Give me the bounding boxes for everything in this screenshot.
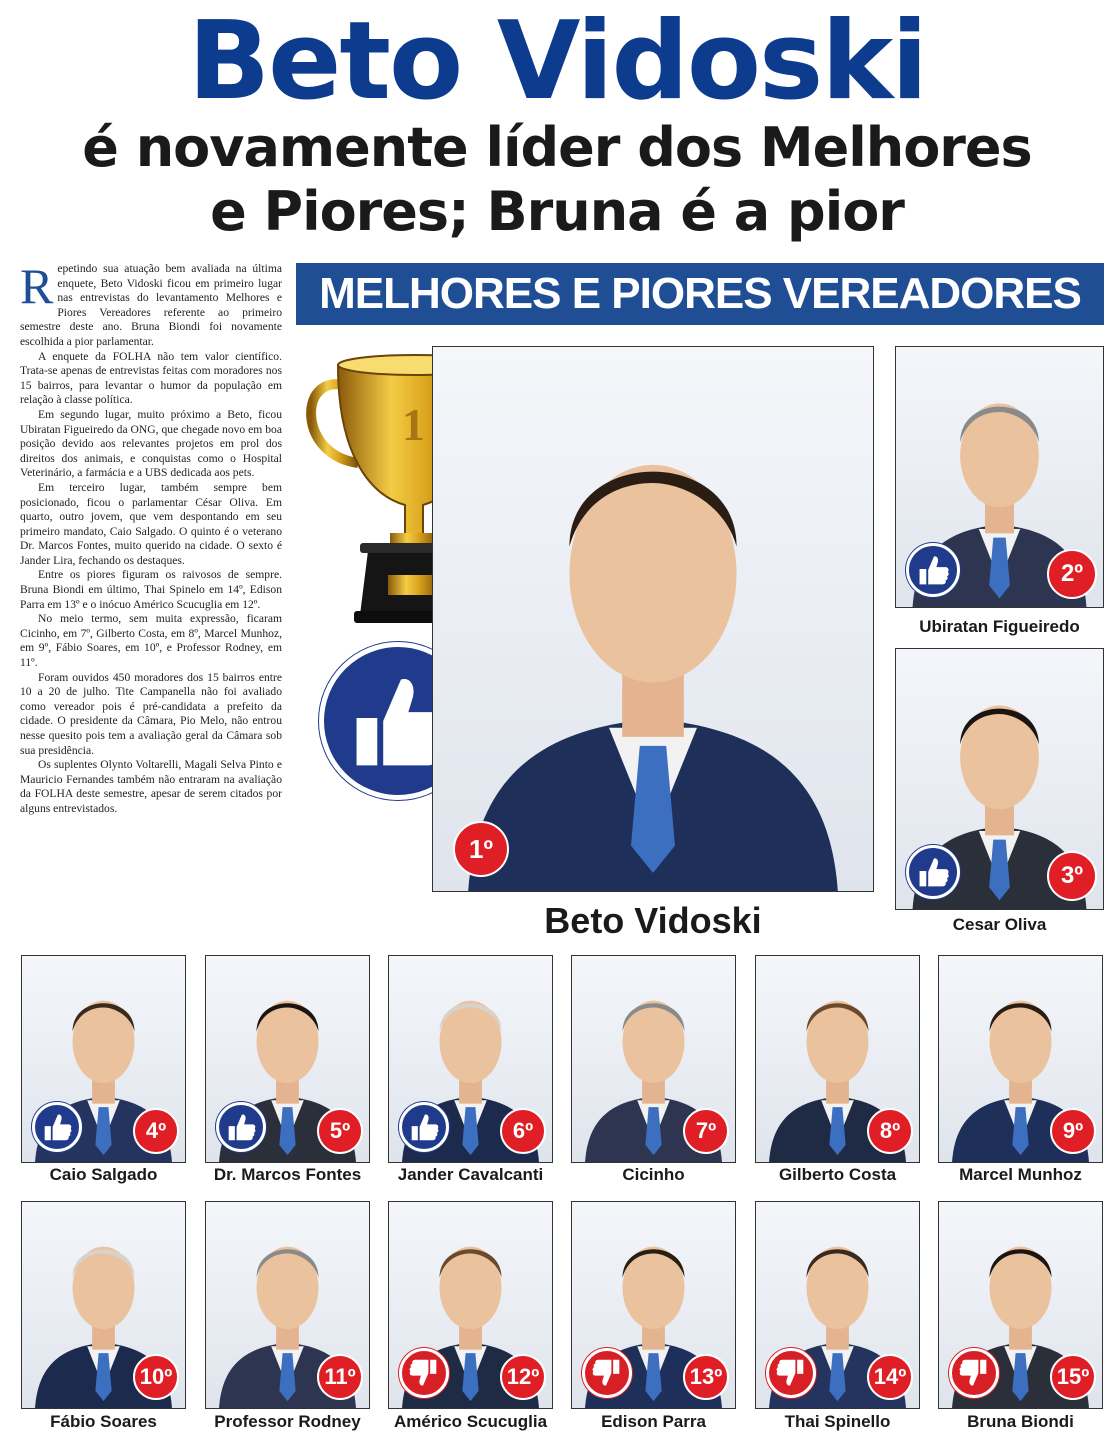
rank-badge: 13º <box>683 1354 729 1400</box>
thumbs-up-icon <box>216 1102 266 1152</box>
thumbs-down-icon <box>399 1348 449 1398</box>
candidate-photo <box>571 1201 736 1409</box>
thumbs-down-icon <box>949 1348 999 1398</box>
candidate-name: Américo Scucuglia <box>393 1412 548 1431</box>
article-paragraph: No meio termo, sem muita expressão, ficaram Cicinho, em 7º, Gilberto Costa, em 8º, Marcel Munhoz, em 9º, Fábio Soares, em 10º, e Professor Rodney, em 11º. <box>20 612 282 670</box>
trophy-number: 1 <box>402 399 425 450</box>
headline-title: Beto Vidoski <box>187 0 927 124</box>
rank-badge: 6º <box>500 1108 546 1154</box>
candidate-name: Professor Rodney <box>214 1412 361 1431</box>
thumbs-up-icon <box>399 1102 449 1152</box>
candidate-name: Edison Parra <box>601 1412 706 1431</box>
candidate-name: Caio Salgado <box>49 1165 158 1184</box>
rank-badge: 15º <box>1050 1354 1096 1400</box>
candidate-photo <box>755 1201 920 1409</box>
candidate-photo <box>21 955 186 1163</box>
candidate-photo <box>895 346 1104 608</box>
headline-subtitle-line2: e Piores; Bruna é a pior <box>210 180 904 243</box>
winner-name: Beto Vidoski <box>544 900 762 941</box>
rank-badge: 2º <box>1047 549 1097 599</box>
thumbs-down-icon <box>766 1348 816 1398</box>
candidate-photo <box>205 955 370 1163</box>
rank-badge: 12º <box>500 1354 546 1400</box>
candidate-name: Thai Spinello <box>784 1412 891 1431</box>
winner-photo <box>432 346 874 892</box>
rank-badge: 11º <box>317 1354 363 1400</box>
candidate-name: Gilberto Costa <box>778 1165 897 1184</box>
candidate-photo <box>938 1201 1103 1409</box>
rank-badge: 9º <box>1050 1108 1096 1154</box>
candidate-name: Bruna Biondi <box>967 1412 1074 1431</box>
rank-badge: 10º <box>133 1354 179 1400</box>
candidate-photo <box>755 955 920 1163</box>
rank-badge: 14º <box>867 1354 913 1400</box>
candidate-name: Ubiratan Figueiredo <box>919 617 1080 636</box>
rank-badge: 5º <box>317 1108 363 1154</box>
candidate-name: Cicinho <box>622 1165 685 1184</box>
rank-badge: 4º <box>133 1108 179 1154</box>
rank-badge: 7º <box>683 1108 729 1154</box>
candidate-name: Jander Cavalcanti <box>397 1165 544 1184</box>
candidate-name: Marcel Munhoz <box>959 1165 1082 1184</box>
article-paragraph: Foram ouvidos 450 moradores dos 15 bairros entre 10 a 20 de julho. Tite Campanella não foi avaliado como vereador pois é pré-candidata a prefeito da cidade. O presidente da Câmara, Pio Melo, não entrou nesse quesito pois tem a avaliação geral da Câmara sob sua presidência. <box>20 670 282 757</box>
portrait-silhouette <box>433 347 873 891</box>
candidate-photo <box>938 955 1103 1163</box>
candidate-name: Cesar Oliva <box>952 915 1047 934</box>
section-banner: MELHORES E PIORES VEREADORES <box>296 263 1104 325</box>
drop-cap: R <box>20 258 54 314</box>
article-paragraph: Repetindo sua atuação bem avaliada na última enquete, Beto Vidoski ficou em primeiro lugar nas entrevistas do levantamento Melhores e Piores Vereadores referente ao primeiro semestre deste ano. Bruna Biondi foi novamente escolhida a pior parlamentar. <box>20 258 282 348</box>
candidate-photo <box>21 1201 186 1409</box>
rank-badge: 1º <box>453 821 509 877</box>
thumbs-up-icon <box>906 845 960 899</box>
headline-subtitle-line1: é novamente líder dos Melhores <box>82 116 1032 179</box>
thumbs-down-icon <box>582 1348 632 1398</box>
article-paragraph: Em segundo lugar, muito próximo a Beto, ficou Ubiratan Figueiredo da ONG, que chegade novo em boa posição devido aos relevantes projetos em prol dos direitos dos animais, e conquistas como o Hospital Veterinário, a farmácia e a UBS dedicada aos pets. <box>20 407 282 480</box>
candidate-photo <box>895 648 1104 910</box>
candidate-photo <box>571 955 736 1163</box>
article-paragraph: Entre os piores figuram os raivosos de sempre. Bruna Biondi em último, Thai Spinelo em 14º, Edison Parra em 13º e o inócuo Américo Scucuglia em 12º. <box>20 568 282 611</box>
rank-badge: 8º <box>867 1108 913 1154</box>
thumbs-up-icon <box>32 1102 82 1152</box>
candidate-photo <box>388 1201 553 1409</box>
article-paragraph: Os suplentes Olynto Voltarelli, Magali Selva Pinto e Mauricio Fernandes também não entraram na avaliação da FOLHA deste semestre, apesar de serem citados por alguns entrevistados. <box>20 758 282 815</box>
thumbs-up-icon <box>906 543 960 597</box>
candidate-name: Dr. Marcos Fontes <box>213 1165 362 1184</box>
article-paragraph: A enquete da FOLHA não tem valor científico. Trata-se apenas de entrevistas feitas com moradores nos 15 bairros, para levantar o humor da população em relação à classe política. <box>20 349 282 407</box>
rank-badge: 3º <box>1047 851 1097 901</box>
candidate-name: Fábio Soares <box>50 1412 157 1431</box>
article-body <box>20 258 282 817</box>
candidate-photo <box>205 1201 370 1409</box>
candidate-photo <box>388 955 553 1163</box>
article-paragraph: Em terceiro lugar, também sempre bem posicionado, ficou o parlamentar César Oliva. Em quarto, outro jovem, que vem despontando em seu primeiro mandato, Caio Salgado. O quinto é o veterano Dr. Marcos Fontes, muito querido na cidade. O sexto é Jander Lira, fechando os destaques. <box>20 480 282 567</box>
